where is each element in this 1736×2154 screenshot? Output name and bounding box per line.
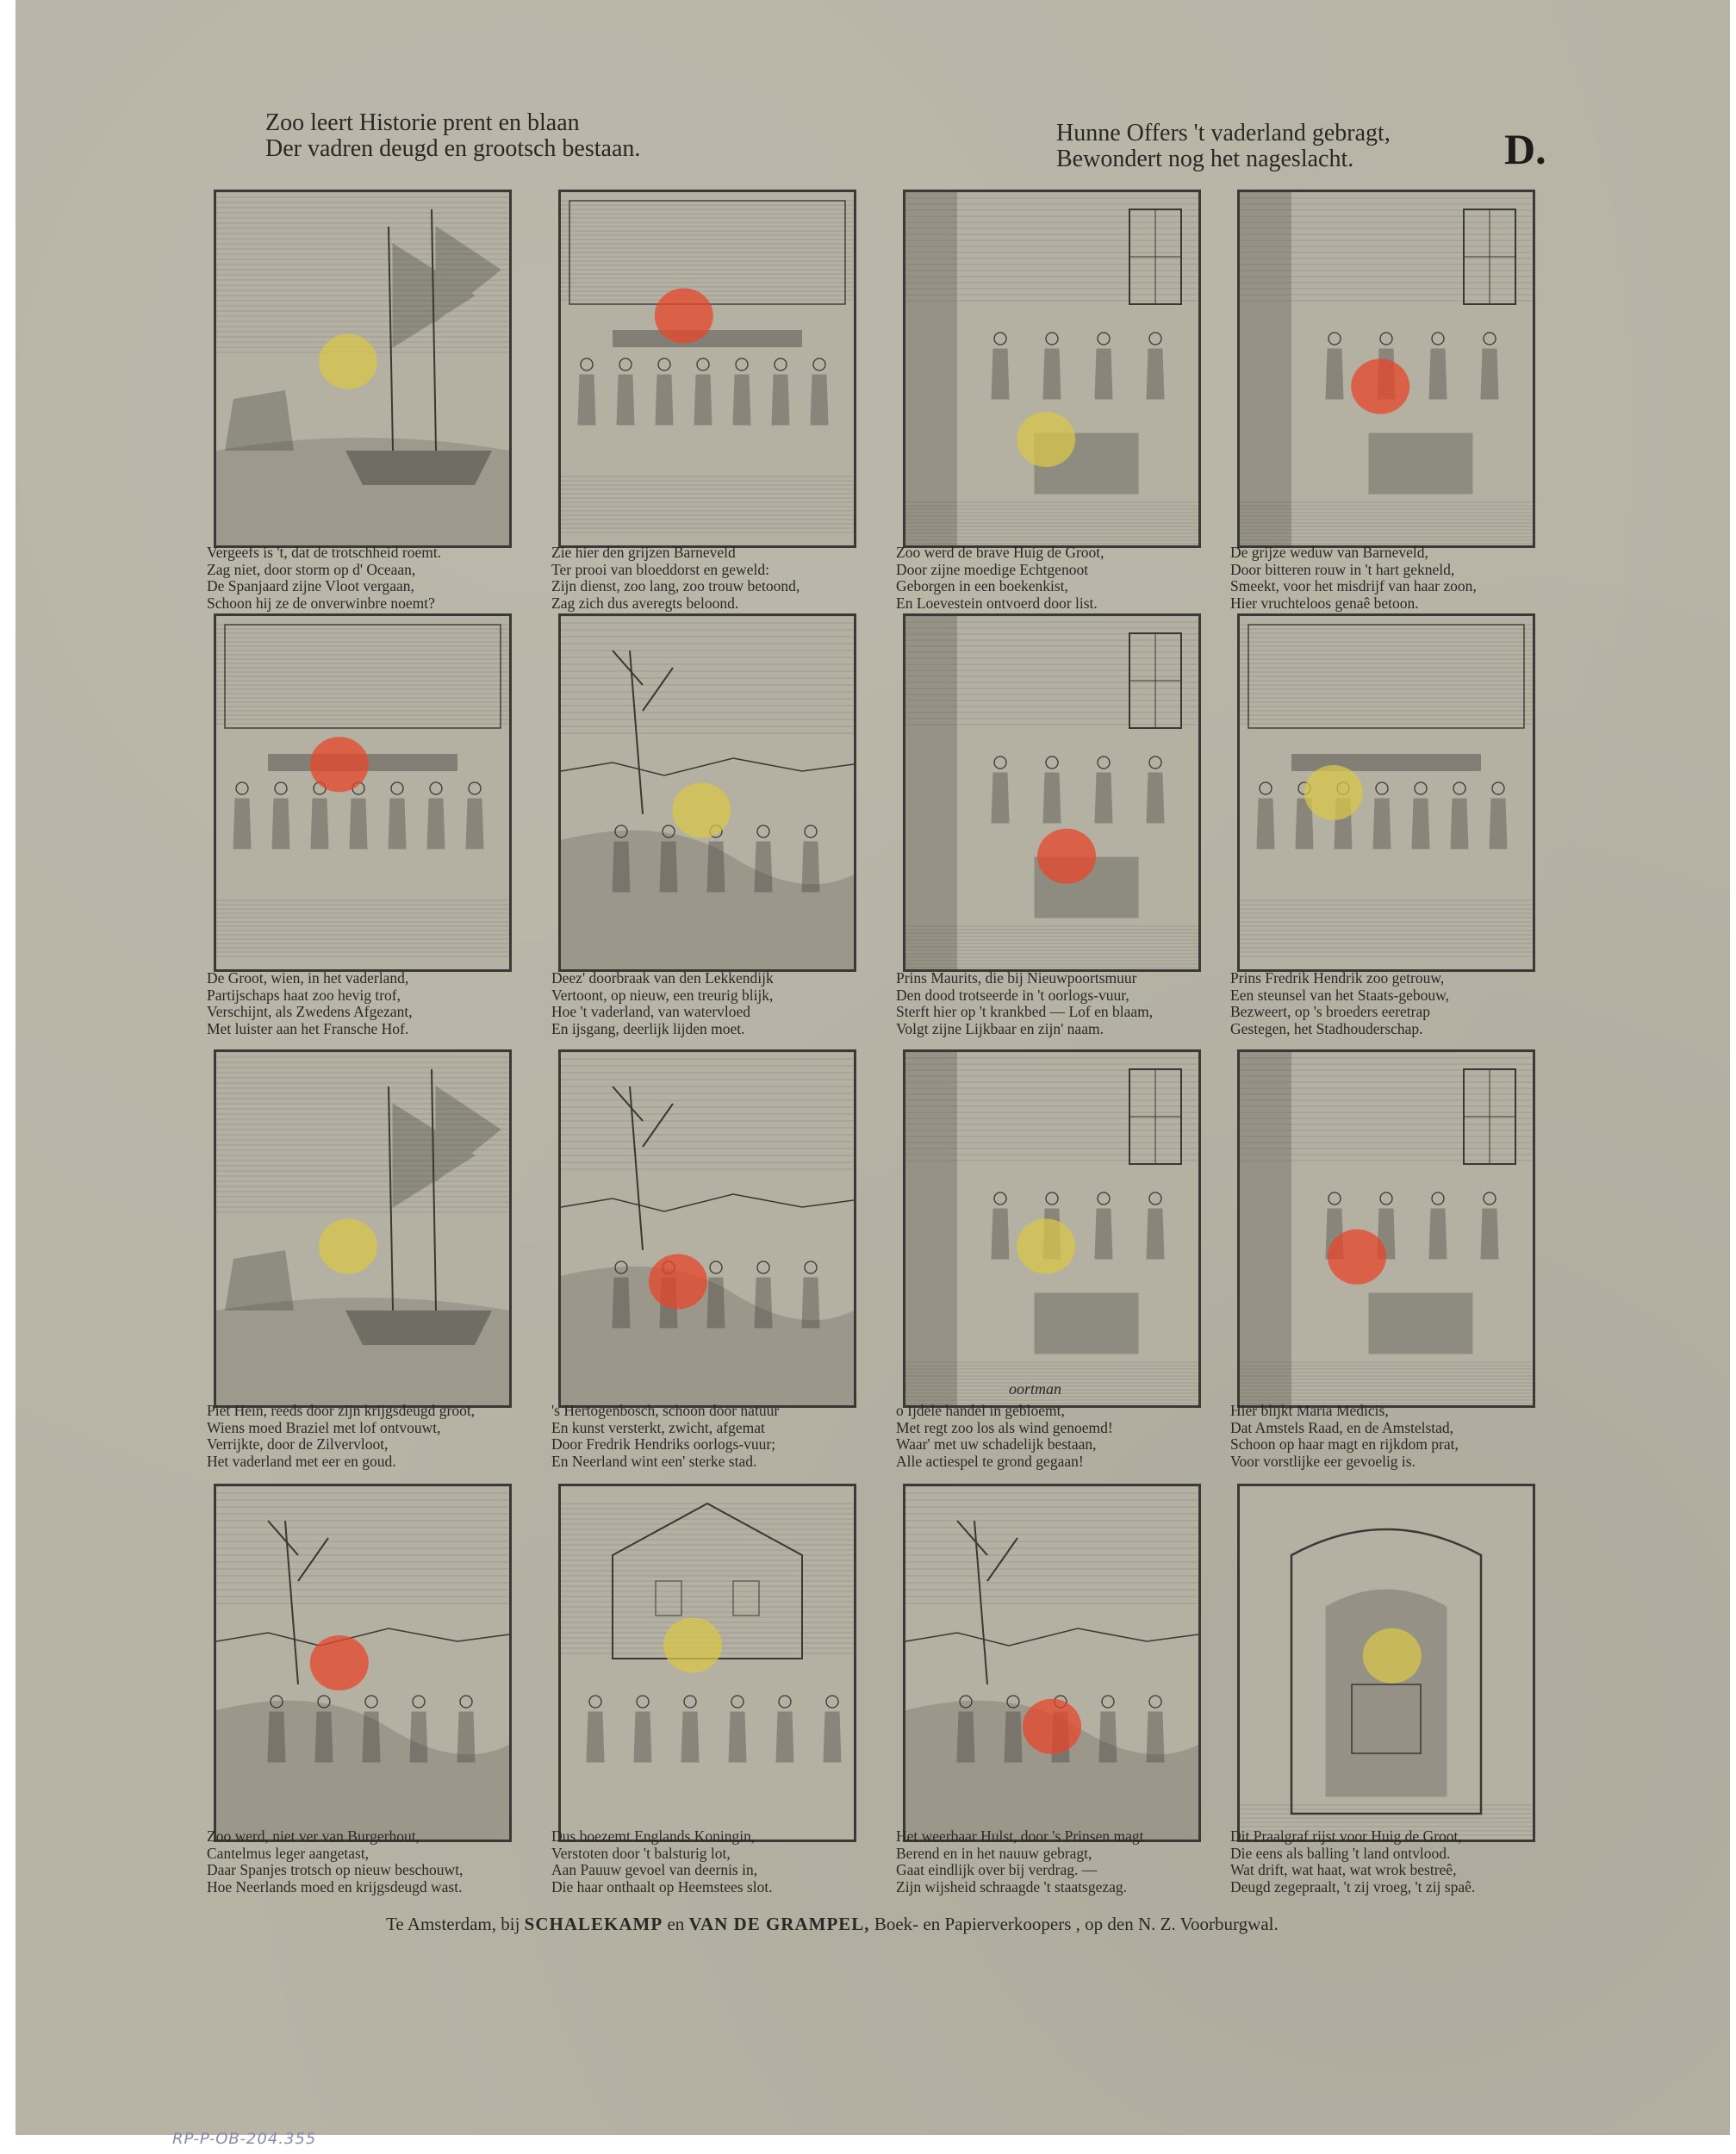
panel-caption	[1230, 1828, 1475, 1896]
imprint-conj: en	[667, 1914, 685, 1934]
caption-line: Dit Praalgraf rijst voor Huig de Groot,	[1230, 1827, 1462, 1845]
caption-line: En Neerland wint een' sterke stad.	[551, 1452, 757, 1470]
color-stain	[649, 1254, 707, 1310]
caption-line: Die haar onthaalt op Heemstees slot.	[551, 1877, 773, 1896]
panel-caption	[207, 970, 413, 1037]
caption-line: Bezweert, op 's broeders eeretrap	[1230, 1003, 1430, 1020]
woodcut-illustration	[903, 190, 1201, 548]
caption-line: Berend en in het nauuw gebragt,	[896, 1844, 1092, 1862]
scene-drawing	[216, 1052, 509, 1405]
caption-line: Het weerbaar Hulst, door 's Prinsen magt	[896, 1827, 1144, 1845]
header-left-line-2: Der vadren deugd en grootsch bestaan.	[265, 135, 641, 162]
color-stain	[1017, 1219, 1075, 1274]
caption-line: Prins Fredrik Hendrik zoo getrouw,	[1230, 969, 1445, 987]
caption-line: De Groot, wien, in het vaderland,	[207, 969, 409, 987]
caption-line: Ter prooi van bloeddorst en geweld:	[551, 560, 769, 578]
color-stain	[1351, 359, 1409, 414]
panel-caption	[207, 545, 441, 612]
scene-drawing	[216, 192, 509, 545]
caption-line: En ijsgang, deerlijk lijden moet.	[551, 1019, 745, 1037]
woodcut-illustration	[903, 1049, 1201, 1408]
woodcut-illustration	[1237, 1484, 1535, 1842]
scene-drawing	[905, 192, 1198, 545]
panel-caption	[1230, 970, 1449, 1037]
panel-caption	[1230, 545, 1477, 612]
caption-line: Door Fredrik Hendriks oorlogs-vuur;	[551, 1435, 776, 1453]
color-stain	[1363, 1628, 1422, 1684]
color-stain	[1017, 412, 1075, 467]
caption-line: Het vaderland met eer en goud.	[207, 1452, 396, 1470]
woodcut-illustration	[558, 1484, 856, 1842]
woodcut-illustration	[1237, 190, 1535, 548]
scene-drawing	[905, 1052, 1198, 1405]
header-right-verse	[1056, 121, 1391, 172]
caption-line: Smeekt, voor het misdrijf van haar zoon,	[1230, 577, 1477, 595]
color-stain	[319, 334, 377, 389]
caption-line: Verstoten door 't balsturig lot,	[551, 1844, 731, 1862]
caption-line: Zie hier den grijzen Barneveld	[551, 544, 736, 561]
scene-drawing	[1240, 1486, 1533, 1840]
panel-caption	[551, 1403, 779, 1470]
woodcut-illustration	[214, 190, 512, 548]
artist-signature: oortman	[1009, 1380, 1062, 1398]
caption-line: Alle actiespel te grond gegaan!	[896, 1452, 1084, 1470]
caption-line: En kunst versterkt, zwicht, afgemat	[551, 1418, 765, 1436]
scene-drawing	[561, 192, 854, 545]
woodcut-illustration	[558, 190, 856, 548]
header-left-line-1: Zoo leert Historie prent en blaan	[265, 109, 580, 136]
caption-line: Hier vruchteloos genaê betoon.	[1230, 594, 1419, 612]
scene-drawing	[561, 616, 854, 969]
caption-line: De Spanjaard zijne Vloot vergaan,	[207, 577, 414, 595]
scene-drawing	[1240, 616, 1533, 969]
caption-line: Den dood trotseerde in 't oorlogs-vuur,	[896, 986, 1129, 1004]
color-stain	[1328, 1230, 1386, 1285]
caption-line: Door bitteren rouw in 't hart gekneld,	[1230, 560, 1455, 578]
caption-line: Prins Maurits, die bij Nieuwpoortsmuur	[896, 969, 1137, 987]
scene-drawing	[1240, 192, 1533, 545]
scene-drawing	[905, 616, 1198, 969]
color-stain	[1023, 1699, 1081, 1754]
caption-line: Hoe 't vaderland, van watervloed	[551, 1003, 751, 1020]
panel-caption	[551, 970, 774, 1037]
panel-caption	[551, 545, 800, 612]
caption-line: Zijn wijsheid schraagde 't staatsgezag.	[896, 1877, 1127, 1896]
caption-line: Zag niet, door storm op d' Oceaan,	[207, 560, 416, 578]
caption-line: Schoon op haar magt en rijkdom prat,	[1230, 1435, 1459, 1453]
header-right-line-1: Hunne Offers 't vaderland gebragt,	[1056, 120, 1391, 146]
woodcut-illustration	[1237, 613, 1535, 972]
woodcut-illustration	[558, 613, 856, 972]
caption-line: Gestegen, het Stadhouderschap.	[1230, 1019, 1423, 1037]
caption-line: Wat drift, wat haat, wat wrok bestreê,	[1230, 1861, 1457, 1878]
imprint-publisher-1: SCHALEKAMP	[524, 1914, 663, 1934]
panel-caption	[207, 1828, 463, 1896]
scene-drawing	[216, 1486, 509, 1840]
caption-line: Deugd zegepraalt, 't zij vroeg, 't zij spaê.	[1230, 1877, 1476, 1896]
caption-line: Waar' met uw schadelijk bestaan,	[896, 1435, 1097, 1453]
sheet-letter: D.	[1504, 125, 1546, 173]
panel-caption	[1230, 1403, 1459, 1470]
panel-caption	[896, 1828, 1143, 1896]
scene-drawing	[216, 616, 509, 969]
caption-line: Zijn dienst, zoo lang, zoo trouw betoond,	[551, 577, 800, 595]
caption-line: Wiens moed Braziel met lof ontvouwt,	[207, 1418, 441, 1436]
woodcut-illustration	[903, 1484, 1201, 1842]
panel-caption	[896, 1403, 1113, 1470]
header-right-line-2: Bewondert nog het nageslacht.	[1056, 146, 1354, 172]
caption-line: o Ijdele handel in gebloemt,	[896, 1402, 1065, 1419]
caption-line: Vergeefs is 't, dat de trotschheid roemt.	[207, 544, 442, 561]
panel-caption	[551, 1828, 773, 1896]
imprint-suffix: Boek- en Papierverkoopers , op den N. Z. Voorburgwal.	[874, 1914, 1279, 1934]
print-sheet	[16, 0, 1730, 2135]
caption-line: Geborgen in een boekenkist,	[896, 577, 1068, 595]
color-stain	[655, 289, 713, 344]
caption-line: De grijze weduw van Barneveld,	[1230, 544, 1428, 561]
caption-line: Een steunsel van het Staats-gebouw,	[1230, 986, 1450, 1004]
color-stain	[310, 1635, 369, 1690]
header-left-verse	[265, 110, 640, 162]
color-stain	[663, 1618, 722, 1673]
caption-line: Piet Hein, reeds door zijn krijgsdeugd groot,	[207, 1402, 476, 1419]
caption-line: Zag zich dus averegts beloond.	[551, 594, 739, 612]
color-stain	[672, 783, 731, 838]
imprint-prefix: Te Amsterdam, bij	[386, 1914, 520, 1934]
caption-line: Hoe Neerlands moed en krijgsdeugd wast.	[207, 1877, 463, 1896]
caption-line: Sterft hier op 't krankbed — Lof en blaam,	[896, 1003, 1154, 1020]
caption-line: Met luister aan het Fransche Hof.	[207, 1019, 409, 1037]
panel-caption	[896, 545, 1104, 612]
caption-line: Die eens als balling 't land ontvlood.	[1230, 1844, 1451, 1862]
woodcut-illustration	[214, 613, 512, 972]
caption-line: Aan Pauuw gevoel van deernis in,	[551, 1861, 758, 1878]
woodcut-illustration	[903, 613, 1201, 972]
scene-drawing	[561, 1486, 854, 1840]
woodcut-illustration	[214, 1484, 512, 1842]
woodcut-illustration	[214, 1049, 512, 1408]
caption-line: Door zijne moedige Echtgenoot	[896, 560, 1089, 578]
woodcut-illustration	[558, 1049, 856, 1408]
caption-line: Voor vorstlijke eer gevoelig is.	[1230, 1452, 1416, 1470]
scene-drawing	[1240, 1052, 1533, 1405]
color-stain	[310, 737, 369, 792]
caption-line: Vertoont, op nieuw, een treurig blijk,	[551, 986, 774, 1004]
caption-line: 's Hertogenbosch, schoon door natuur	[551, 1402, 780, 1419]
caption-line: Daar Spanjes trotsch op nieuw beschouwt,	[207, 1861, 464, 1878]
caption-line: Gaat eindlijk over bij verdrag. —	[896, 1861, 1098, 1878]
caption-line: Deez' doorbraak van den Lekkendijk	[551, 969, 774, 987]
scene-drawing	[905, 1486, 1198, 1840]
caption-line: Zoo werd de brave Huig de Groot,	[896, 544, 1104, 561]
caption-line: Verrijkte, door de Zilvervloot,	[207, 1435, 389, 1453]
catalog-number: RP-P-OB-204.355	[172, 2130, 317, 2148]
caption-line: Cantelmus leger aangetast,	[207, 1844, 370, 1862]
caption-line: Met regt zoo los als wind genoemd!	[896, 1418, 1113, 1436]
scene-drawing	[561, 1052, 854, 1405]
caption-line: Partijschaps haat zoo hevig trof,	[207, 986, 401, 1004]
caption-line: Dat Amstels Raad, en de Amstelstad,	[1230, 1418, 1454, 1436]
caption-line: Volgt zijne Lijkbaar en zijn' naam.	[896, 1019, 1104, 1037]
panel-caption	[896, 970, 1153, 1037]
woodcut-illustration	[1237, 1049, 1535, 1408]
publisher-imprint	[386, 1914, 1279, 1935]
caption-line: Zoo werd, niet ver van Burgerhout,	[207, 1827, 420, 1845]
caption-line: Schoon hij ze de onverwinbre noemt?	[207, 594, 435, 612]
caption-line: Dus boezemt Englands Koningin,	[551, 1827, 756, 1845]
color-stain	[1304, 765, 1363, 820]
panel-caption	[207, 1403, 475, 1470]
caption-line: En Loevestein ontvoerd door list.	[896, 594, 1098, 612]
color-stain	[1037, 829, 1096, 884]
caption-line: Verschijnt, als Zwedens Afgezant,	[207, 1003, 413, 1020]
imprint-publisher-2: VAN DE GRAMPEL,	[688, 1914, 870, 1934]
color-stain	[319, 1219, 377, 1274]
caption-line: Hier blijkt Maria Medicis,	[1230, 1402, 1389, 1419]
